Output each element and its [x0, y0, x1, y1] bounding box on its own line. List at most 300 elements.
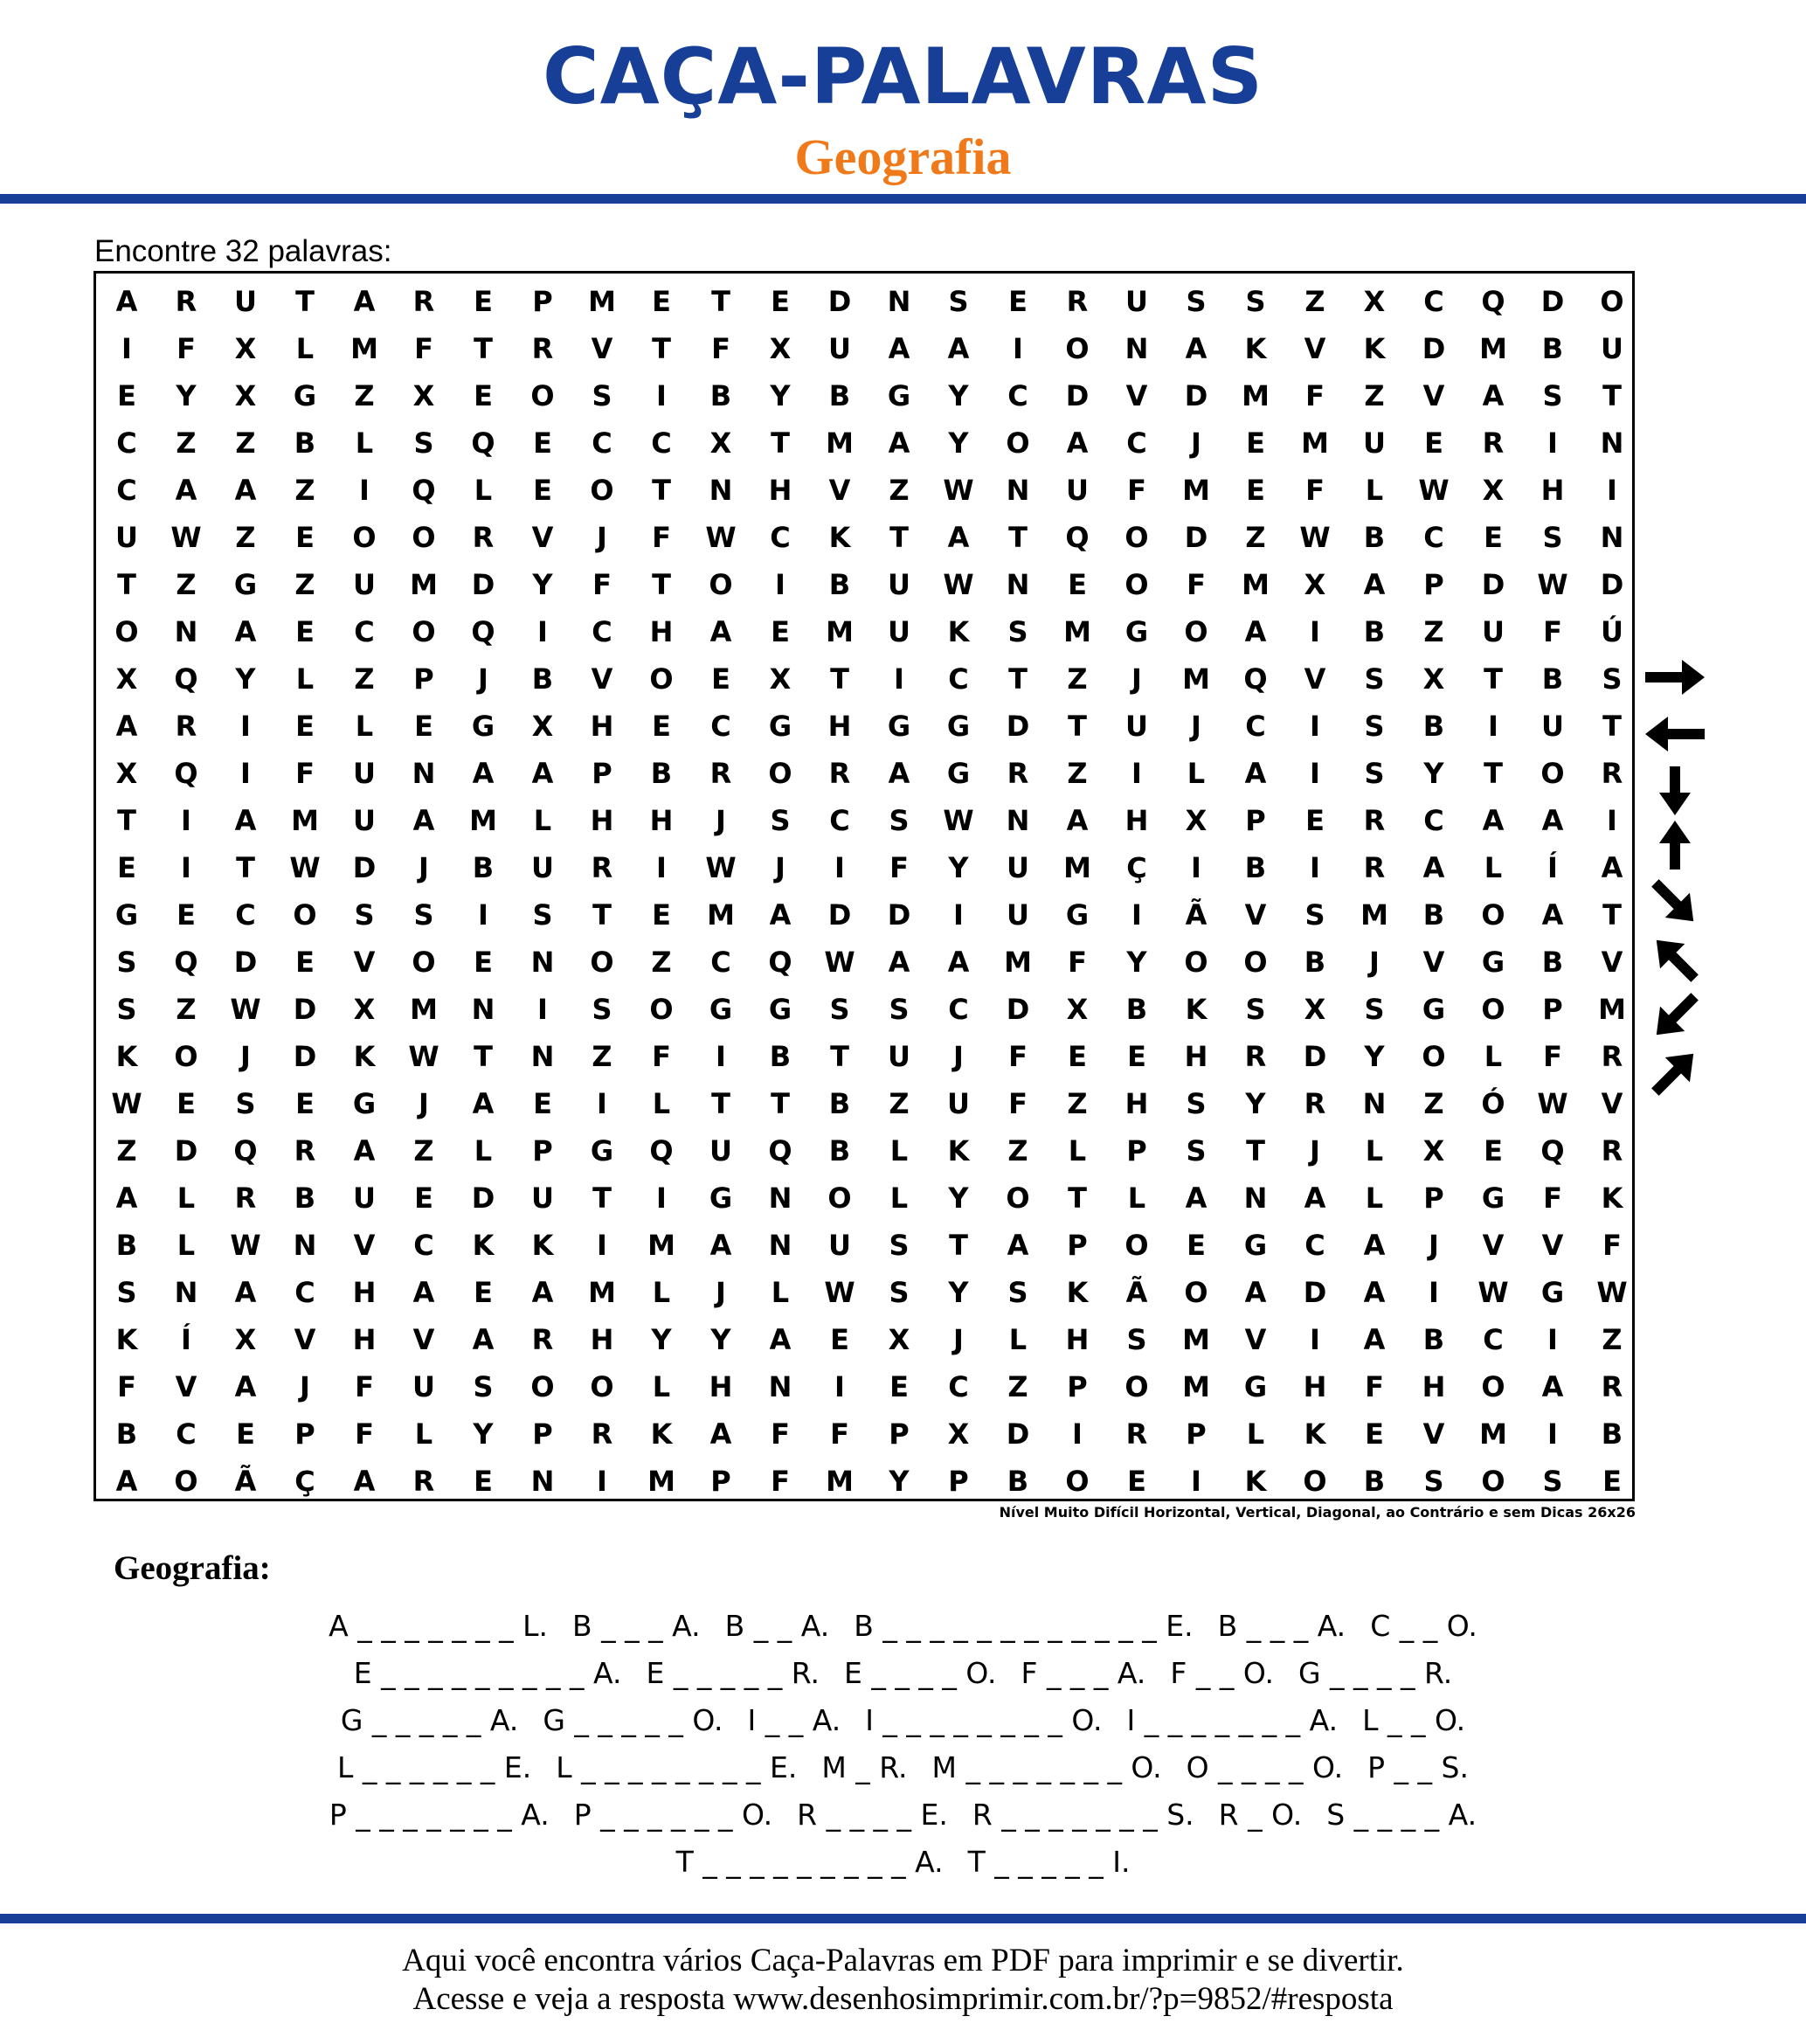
grid-letter[interactable]: J [300, 1370, 310, 1403]
grid-letter[interactable]: V [1422, 1417, 1445, 1451]
grid-letter[interactable]: Z [176, 568, 197, 601]
grid-letter[interactable]: A [709, 615, 732, 648]
grid-letter[interactable]: F [1602, 1229, 1622, 1262]
grid-letter[interactable]: M [1360, 898, 1388, 932]
grid-letter[interactable]: A [472, 1323, 495, 1356]
grid-letter[interactable]: F [1127, 474, 1146, 507]
grid-letter[interactable]: Y [770, 379, 791, 412]
grid-letter[interactable]: O [1481, 993, 1505, 1026]
grid-letter[interactable]: S [413, 898, 434, 932]
grid-letter[interactable]: V [1304, 332, 1326, 365]
grid-letter[interactable]: T [1008, 521, 1028, 554]
grid-letter[interactable]: B [1244, 851, 1267, 884]
grid-letter[interactable]: O [412, 521, 436, 554]
grid-letter[interactable]: P [592, 757, 612, 790]
grid-letter[interactable]: G [887, 710, 911, 743]
grid-letter[interactable]: F [1543, 1040, 1562, 1073]
grid-letter[interactable]: N [768, 1229, 792, 1262]
grid-letter[interactable]: G [768, 993, 792, 1026]
grid-letter[interactable]: O [412, 946, 436, 979]
grid-letter[interactable]: R [1125, 1417, 1148, 1451]
grid-letter[interactable]: W [408, 1040, 439, 1073]
grid-letter[interactable]: I [1310, 710, 1320, 743]
grid-letter[interactable]: W [1537, 568, 1568, 601]
grid-letter[interactable]: J [716, 804, 726, 837]
grid-letter[interactable]: B [1541, 332, 1564, 365]
grid-letter[interactable]: C [948, 993, 969, 1026]
grid-letter[interactable]: C [1304, 1229, 1325, 1262]
grid-letter[interactable]: O [1184, 615, 1208, 648]
grid-letter[interactable]: M [291, 804, 319, 837]
grid-letter[interactable]: H [1124, 1087, 1149, 1120]
grid-letter[interactable]: V [1422, 946, 1445, 979]
grid-letter[interactable]: V [531, 521, 554, 554]
grid-letter[interactable]: J [1310, 1134, 1320, 1168]
grid-letter[interactable]: E [295, 1087, 315, 1120]
grid-letter[interactable]: Z [294, 474, 315, 507]
grid-letter[interactable]: D [887, 898, 911, 932]
grid-letter[interactable]: A [1244, 1276, 1267, 1309]
grid-letter[interactable]: R [591, 1417, 613, 1451]
grid-letter[interactable]: O [827, 1181, 852, 1215]
grid-letter[interactable]: B [472, 851, 495, 884]
grid-letter[interactable]: P [1423, 1181, 1444, 1215]
grid-letter[interactable]: J [478, 662, 488, 696]
grid-letter[interactable]: B [1007, 1465, 1029, 1498]
grid-letter[interactable]: Z [1602, 1323, 1623, 1356]
grid-letter[interactable]: C [116, 474, 137, 507]
grid-letter[interactable]: W [705, 851, 737, 884]
grid-letter[interactable]: A [1244, 615, 1267, 648]
grid-letter[interactable]: T [1602, 898, 1622, 932]
grid-letter[interactable]: E [474, 379, 493, 412]
grid-letter[interactable]: Y [1423, 757, 1444, 790]
grid-letter[interactable]: M [1182, 1370, 1210, 1403]
grid-letter[interactable]: O [1481, 898, 1505, 932]
grid-letter[interactable]: W [1477, 1276, 1509, 1309]
grid-letter[interactable]: T [117, 804, 136, 837]
grid-letter[interactable]: O [1065, 1465, 1090, 1498]
grid-letter[interactable]: S [1542, 379, 1563, 412]
grid-letter[interactable]: B [1541, 662, 1564, 696]
grid-letter[interactable]: T [1484, 662, 1503, 696]
grid-letter[interactable]: N [530, 946, 555, 979]
grid-letter[interactable]: A [234, 474, 257, 507]
grid-letter[interactable]: N [1124, 332, 1149, 365]
grid-letter[interactable]: Y [948, 426, 969, 460]
grid-letter[interactable]: Y [948, 851, 969, 884]
grid-letter[interactable]: W [824, 1276, 855, 1309]
grid-letter[interactable]: F [1543, 615, 1562, 648]
grid-letter[interactable]: A [1541, 898, 1564, 932]
grid-letter[interactable]: M [588, 285, 616, 318]
grid-letter[interactable]: S [235, 1087, 256, 1120]
grid-letter[interactable]: R [472, 521, 495, 554]
grid-letter[interactable]: T [474, 1040, 493, 1073]
grid-letter[interactable]: B [1422, 1323, 1445, 1356]
grid-letter[interactable]: Z [1067, 1087, 1088, 1120]
grid-letter[interactable]: P [1423, 568, 1444, 601]
grid-letter[interactable]: L [533, 804, 552, 837]
grid-letter[interactable]: F [117, 1370, 136, 1403]
grid-letter[interactable]: T [1602, 710, 1622, 743]
grid-letter[interactable]: F [1068, 946, 1087, 979]
grid-letter[interactable]: V [1125, 379, 1148, 412]
grid-letter[interactable]: N [530, 1040, 555, 1073]
grid-letter[interactable]: F [1305, 379, 1325, 412]
grid-letter[interactable]: U [888, 615, 910, 648]
grid-letter[interactable]: A [1244, 757, 1267, 790]
grid-letter[interactable]: O [1006, 426, 1030, 460]
grid-letter[interactable]: Q [768, 946, 792, 979]
grid-letter[interactable]: N [293, 1229, 317, 1262]
grid-letter[interactable]: H [1303, 1370, 1327, 1403]
grid-letter[interactable]: T [592, 1181, 612, 1215]
grid-letter[interactable]: E [1246, 474, 1265, 507]
grid-letter[interactable]: A [115, 710, 138, 743]
grid-letter[interactable]: X [1066, 993, 1089, 1026]
grid-letter[interactable]: C [710, 946, 731, 979]
grid-letter[interactable]: T [652, 474, 671, 507]
grid-letter[interactable]: I [1131, 757, 1142, 790]
grid-letter[interactable]: C [948, 1370, 969, 1403]
grid-letter[interactable]: I [537, 615, 548, 648]
grid-letter[interactable]: X [234, 379, 257, 412]
grid-letter[interactable]: A [1363, 1323, 1386, 1356]
grid-letter[interactable]: I [834, 851, 845, 884]
grid-letter[interactable]: G [1481, 1181, 1505, 1215]
grid-letter[interactable]: O [649, 662, 674, 696]
grid-letter[interactable]: Z [889, 1087, 910, 1120]
grid-letter[interactable]: A [1363, 1229, 1386, 1262]
grid-letter[interactable]: U [947, 1087, 970, 1120]
grid-letter[interactable]: B [294, 426, 316, 460]
grid-letter[interactable]: B [531, 662, 554, 696]
grid-letter[interactable]: E [1365, 1417, 1384, 1451]
grid-letter[interactable]: B [1363, 1465, 1386, 1498]
grid-letter[interactable]: O [590, 1370, 614, 1403]
grid-letter[interactable]: R [175, 710, 197, 743]
grid-letter[interactable]: F [771, 1417, 790, 1451]
grid-letter[interactable]: D [293, 1040, 317, 1073]
grid-letter[interactable]: B [1304, 946, 1326, 979]
grid-letter[interactable]: M [1182, 1323, 1210, 1356]
grid-letter[interactable]: S [592, 379, 612, 412]
grid-letter[interactable]: K [115, 1040, 138, 1073]
grid-letter[interactable]: A [947, 946, 970, 979]
grid-letter[interactable]: I [240, 757, 251, 790]
grid-letter[interactable]: Z [1304, 285, 1325, 318]
grid-letter[interactable]: M [588, 1276, 616, 1309]
grid-letter[interactable]: Z [1067, 662, 1088, 696]
grid-letter[interactable]: G [1422, 993, 1446, 1026]
grid-letter[interactable]: S [1602, 662, 1623, 696]
grid-letter[interactable]: O [1184, 946, 1208, 979]
grid-letter[interactable]: I [1310, 757, 1320, 790]
grid-letter[interactable]: Q [649, 1134, 674, 1168]
grid-letter[interactable]: N [709, 474, 733, 507]
grid-letter[interactable]: C [1245, 710, 1266, 743]
grid-letter[interactable]: H [352, 1276, 377, 1309]
grid-letter[interactable]: M [647, 1465, 675, 1498]
grid-letter[interactable]: V [353, 946, 376, 979]
grid-letter[interactable]: C [1007, 379, 1028, 412]
grid-letter[interactable]: M [1182, 662, 1210, 696]
grid-letter[interactable]: E [652, 710, 671, 743]
grid-letter[interactable]: P [1067, 1370, 1088, 1403]
grid-letter[interactable]: L [1127, 1181, 1146, 1215]
grid-letter[interactable]: L [1187, 757, 1206, 790]
grid-letter[interactable]: E [117, 851, 136, 884]
grid-letter[interactable]: R [531, 1323, 554, 1356]
grid-letter[interactable]: S [1364, 993, 1385, 1026]
grid-letter[interactable]: W [111, 1087, 142, 1120]
grid-letter[interactable]: O [768, 757, 792, 790]
grid-letter[interactable]: A [769, 898, 792, 932]
grid-letter[interactable]: I [1547, 1417, 1558, 1451]
grid-letter[interactable]: U [1066, 474, 1089, 507]
grid-letter[interactable]: U [234, 285, 257, 318]
grid-letter[interactable]: S [1542, 521, 1563, 554]
grid-letter[interactable]: L [1484, 851, 1503, 884]
grid-letter[interactable]: A [1541, 804, 1564, 837]
grid-letter[interactable]: B [115, 1417, 138, 1451]
grid-letter[interactable]: O [174, 1465, 198, 1498]
grid-letter[interactable]: D [471, 1181, 495, 1215]
grid-letter[interactable]: G [352, 1087, 377, 1120]
grid-letter[interactable]: P [294, 1417, 315, 1451]
grid-letter[interactable]: H [649, 804, 674, 837]
grid-letter[interactable]: I [834, 1370, 845, 1403]
grid-letter[interactable]: V [1304, 662, 1326, 696]
grid-letter[interactable]: J [419, 1087, 429, 1120]
grid-letter[interactable]: H [649, 615, 674, 648]
grid-letter[interactable]: E [652, 898, 671, 932]
grid-letter[interactable]: D [174, 1134, 198, 1168]
grid-letter[interactable]: X [1422, 1134, 1445, 1168]
grid-letter[interactable]: Ç [294, 1465, 315, 1498]
grid-letter[interactable]: H [709, 1370, 733, 1403]
grid-letter[interactable]: C [592, 426, 612, 460]
grid-letter[interactable]: C [592, 615, 612, 648]
grid-letter[interactable]: X [1422, 662, 1445, 696]
grid-letter[interactable]: E [414, 710, 433, 743]
grid-letter[interactable]: M [410, 568, 438, 601]
grid-letter[interactable]: C [770, 521, 791, 554]
grid-letter[interactable]: I [597, 1087, 607, 1120]
grid-letter[interactable]: G [114, 898, 139, 932]
grid-letter[interactable]: F [1008, 1087, 1028, 1120]
grid-letter[interactable]: A [947, 521, 970, 554]
grid-letter[interactable]: D [1600, 568, 1624, 601]
grid-letter[interactable]: B [1422, 898, 1445, 932]
grid-letter[interactable]: M [1598, 993, 1626, 1026]
grid-letter[interactable]: O [1006, 1181, 1030, 1215]
grid-letter[interactable]: R [1007, 757, 1029, 790]
grid-letter[interactable]: C [948, 662, 969, 696]
grid-letter[interactable]: X [234, 1323, 257, 1356]
grid-letter[interactable]: I [1607, 804, 1617, 837]
grid-letter[interactable]: K [1185, 993, 1207, 1026]
grid-letter[interactable]: G [709, 1181, 733, 1215]
grid-letter[interactable]: H [590, 1323, 614, 1356]
grid-letter[interactable]: K [472, 1229, 495, 1262]
grid-letter[interactable]: N [174, 1276, 198, 1309]
grid-letter[interactable]: W [1537, 1087, 1568, 1120]
grid-letter[interactable]: T [949, 1229, 968, 1262]
grid-letter[interactable]: T [1484, 757, 1503, 790]
grid-letter[interactable]: Z [889, 474, 910, 507]
grid-letter[interactable]: T [1068, 710, 1087, 743]
grid-letter[interactable]: Q [768, 1134, 792, 1168]
grid-letter[interactable]: S [592, 993, 612, 1026]
grid-letter[interactable]: F [830, 1417, 849, 1451]
grid-letter[interactable]: Z [176, 426, 197, 460]
grid-letter[interactable]: Q [471, 615, 495, 648]
grid-letter[interactable]: S [116, 946, 137, 979]
grid-letter[interactable]: K [828, 521, 851, 554]
grid-letter[interactable]: N [1362, 1087, 1387, 1120]
grid-letter[interactable]: A [1007, 1229, 1029, 1262]
grid-letter[interactable]: J [716, 1276, 726, 1309]
grid-letter[interactable]: W [230, 993, 261, 1026]
grid-letter[interactable]: E [652, 285, 671, 318]
grid-letter[interactable]: U [1125, 285, 1148, 318]
grid-letter[interactable]: V [353, 1229, 376, 1262]
grid-letter[interactable]: B [828, 1134, 851, 1168]
grid-letter[interactable]: S [1186, 1134, 1207, 1168]
grid-letter[interactable]: A [888, 332, 910, 365]
grid-letter[interactable]: J [1429, 1229, 1439, 1262]
grid-letter[interactable]: M [826, 615, 854, 648]
grid-letter[interactable]: V [591, 662, 613, 696]
grid-letter[interactable]: F [295, 757, 315, 790]
grid-letter[interactable]: B [1541, 946, 1564, 979]
grid-letter[interactable]: L [295, 332, 315, 365]
grid-letter[interactable]: R [1601, 1370, 1623, 1403]
grid-letter[interactable]: P [1186, 1417, 1207, 1451]
grid-letter[interactable]: D [1065, 379, 1090, 412]
grid-letter[interactable]: P [413, 662, 434, 696]
grid-letter[interactable]: G [709, 993, 733, 1026]
grid-letter[interactable]: A [888, 946, 910, 979]
grid-letter[interactable]: A [234, 804, 257, 837]
grid-letter[interactable]: B [1601, 1417, 1623, 1451]
grid-letter[interactable]: Z [651, 946, 672, 979]
grid-letter[interactable]: I [240, 710, 251, 743]
grid-letter[interactable]: S [1007, 1276, 1028, 1309]
grid-letter[interactable]: N [174, 615, 198, 648]
grid-letter[interactable]: B [828, 379, 851, 412]
grid-letter[interactable]: U [828, 332, 851, 365]
grid-letter[interactable]: T [1068, 1181, 1087, 1215]
grid-letter[interactable]: C [235, 898, 256, 932]
grid-letter[interactable]: T [295, 285, 315, 318]
grid-letter[interactable]: N [768, 1181, 792, 1215]
grid-letter[interactable]: G [1481, 946, 1505, 979]
grid-letter[interactable]: B [828, 1087, 851, 1120]
grid-letter[interactable]: R [412, 1465, 435, 1498]
grid-letter[interactable]: E [533, 474, 552, 507]
grid-letter[interactable]: B [1422, 710, 1445, 743]
grid-letter[interactable]: O [114, 615, 139, 648]
grid-letter[interactable]: M [1063, 615, 1091, 648]
grid-letter[interactable]: A [1066, 804, 1089, 837]
grid-letter[interactable]: B [769, 1040, 792, 1073]
grid-letter[interactable]: S [532, 898, 553, 932]
grid-letter[interactable]: V [1601, 946, 1623, 979]
grid-letter[interactable]: H [352, 1323, 377, 1356]
grid-letter[interactable]: I [1191, 1465, 1201, 1498]
grid-letter[interactable]: B [294, 1181, 316, 1215]
grid-letter[interactable]: O [1184, 1276, 1208, 1309]
grid-letter[interactable]: S [1423, 1465, 1444, 1498]
grid-letter[interactable]: O [649, 993, 674, 1026]
grid-letter[interactable]: U [888, 1040, 910, 1073]
grid-letter[interactable]: G [1243, 1370, 1268, 1403]
grid-letter[interactable]: S [1364, 757, 1385, 790]
grid-letter[interactable]: M [1479, 332, 1507, 365]
grid-letter[interactable]: E [176, 1087, 196, 1120]
grid-letter[interactable]: X [1363, 285, 1386, 318]
grid-letter[interactable]: M [410, 993, 438, 1026]
grid-letter[interactable]: A [1304, 1181, 1326, 1215]
grid-letter[interactable]: L [355, 426, 374, 460]
grid-letter[interactable]: A [412, 804, 435, 837]
grid-letter[interactable]: O [709, 568, 733, 601]
grid-letter[interactable]: D [1006, 1417, 1030, 1451]
grid-letter[interactable]: S [1126, 1323, 1147, 1356]
grid-letter[interactable]: O [1124, 521, 1149, 554]
grid-letter[interactable]: S [770, 804, 791, 837]
grid-letter[interactable]: E [889, 1370, 909, 1403]
grid-letter[interactable]: U [1007, 851, 1029, 884]
grid-letter[interactable]: J [1191, 426, 1201, 460]
grid-letter[interactable]: O [530, 1370, 555, 1403]
grid-letter[interactable]: U [115, 521, 138, 554]
grid-letter[interactable]: C [829, 804, 850, 837]
grid-letter[interactable]: J [1191, 710, 1201, 743]
grid-letter[interactable]: H [827, 710, 852, 743]
grid-letter[interactable]: I [1429, 1276, 1439, 1309]
grid-letter[interactable]: S [1007, 615, 1028, 648]
grid-letter[interactable]: X [115, 757, 138, 790]
grid-letter[interactable]: I [359, 474, 370, 507]
grid-letter[interactable]: A [1422, 851, 1445, 884]
grid-letter[interactable]: N [1600, 521, 1624, 554]
grid-letter[interactable]: Z [1364, 379, 1385, 412]
grid-letter[interactable]: G [887, 379, 911, 412]
grid-letter[interactable]: S [116, 993, 137, 1026]
grid-letter[interactable]: N [1006, 568, 1030, 601]
grid-letter[interactable]: L [474, 474, 493, 507]
grid-letter[interactable]: Z [592, 1040, 612, 1073]
grid-letter[interactable]: P [948, 1465, 969, 1498]
grid-letter[interactable]: Z [235, 521, 256, 554]
grid-letter[interactable]: T [771, 1087, 790, 1120]
grid-letter[interactable]: S [1186, 285, 1207, 318]
grid-letter[interactable]: A [709, 1229, 732, 1262]
grid-letter[interactable]: I [181, 851, 191, 884]
grid-letter[interactable]: Y [532, 568, 553, 601]
grid-letter[interactable]: Q [233, 1134, 258, 1168]
grid-letter[interactable]: Z [354, 379, 375, 412]
grid-letter[interactable]: S [889, 1276, 910, 1309]
grid-letter[interactable]: P [889, 1417, 910, 1451]
grid-letter[interactable]: O [1422, 1040, 1446, 1073]
grid-letter[interactable]: O [1481, 1465, 1505, 1498]
grid-letter[interactable]: J [953, 1040, 964, 1073]
